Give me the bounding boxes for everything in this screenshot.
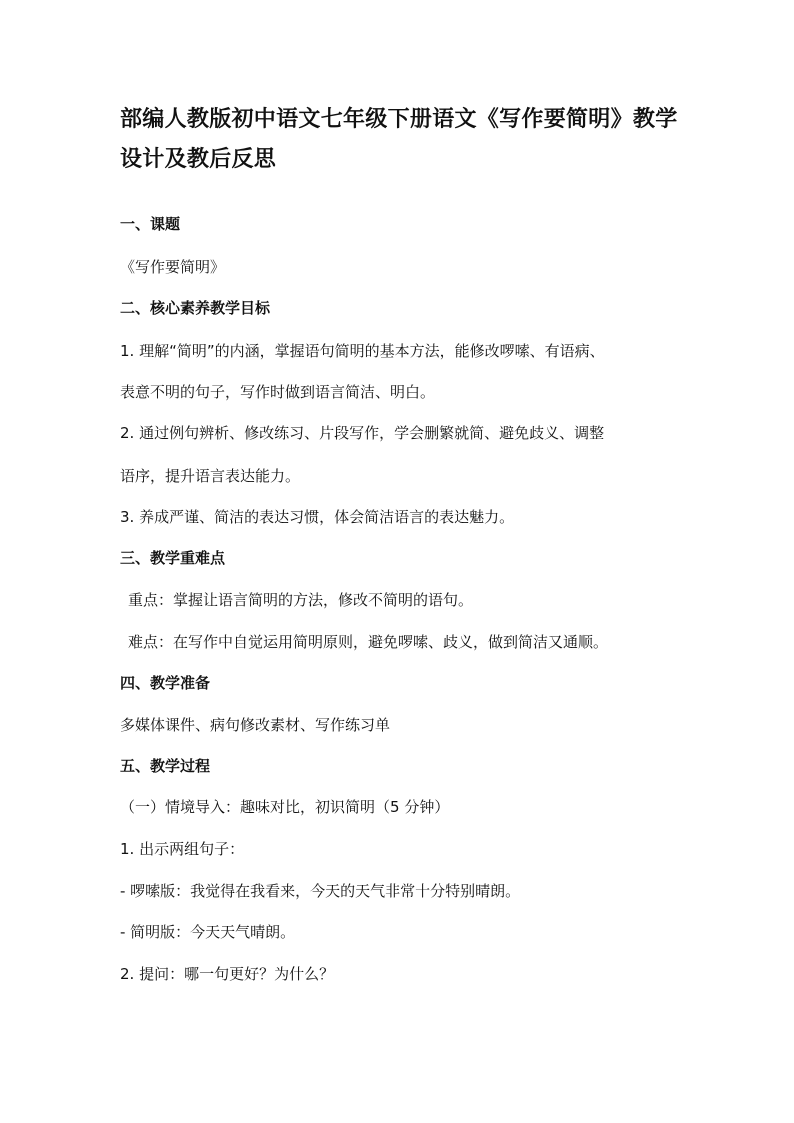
section-heading-topic: 一、课题: [120, 215, 181, 233]
difficult-point: 难点：在写作中自觉运用简明原则，避免啰嗦、歧义，做到简洁又通顺。: [128, 633, 609, 651]
goal-2-line-1: 2. 通过例句辨析、修改练习、片段写作，学会删繁就简、避免歧义、调整: [120, 424, 605, 442]
goal-3: 3. 养成严谨、简洁的表达习惯，体会简洁语言的表达魅力。: [120, 508, 515, 526]
goal-1-line-1: 1. 理解“简明”的内涵，掌握语句简明的基本方法，能修改啰嗦、有语病、: [120, 342, 605, 360]
section-heading-keypoints: 三、教学重难点: [120, 549, 226, 567]
section-heading-preparation: 四、教学准备: [120, 674, 211, 692]
process-item-1: 1. 出示两组句子：: [120, 840, 245, 858]
process-step-1-heading: （一）情境导入：趣味对比，初识简明（5 分钟）: [120, 798, 450, 816]
section-heading-goals: 二、核心素养教学目标: [120, 299, 271, 317]
topic-text: 《写作要简明》: [120, 258, 226, 276]
verbose-example: - 啰嗦版：我觉得在我看来，今天的天气非常十分特别晴朗。: [120, 882, 521, 900]
document-title: 部编人教版初中语文七年级下册语文《写作要简明》教学设计及教后反思: [120, 107, 678, 172]
key-point: 重点：掌握让语言简明的方法，修改不简明的语句。: [128, 591, 474, 609]
preparation-text: 多媒体课件、病句修改素材、写作练习单: [120, 716, 391, 734]
section-heading-process: 五、教学过程: [120, 757, 211, 775]
concise-example: - 简明版：今天天气晴朗。: [120, 923, 296, 941]
goal-1-line-2: 表意不明的句子，写作时做到语言简洁、明白。: [120, 383, 436, 401]
goal-2-line-2: 语序，提升语言表达能力。: [120, 467, 301, 485]
process-item-2: 2. 提问：哪一句更好？为什么？: [120, 965, 335, 983]
